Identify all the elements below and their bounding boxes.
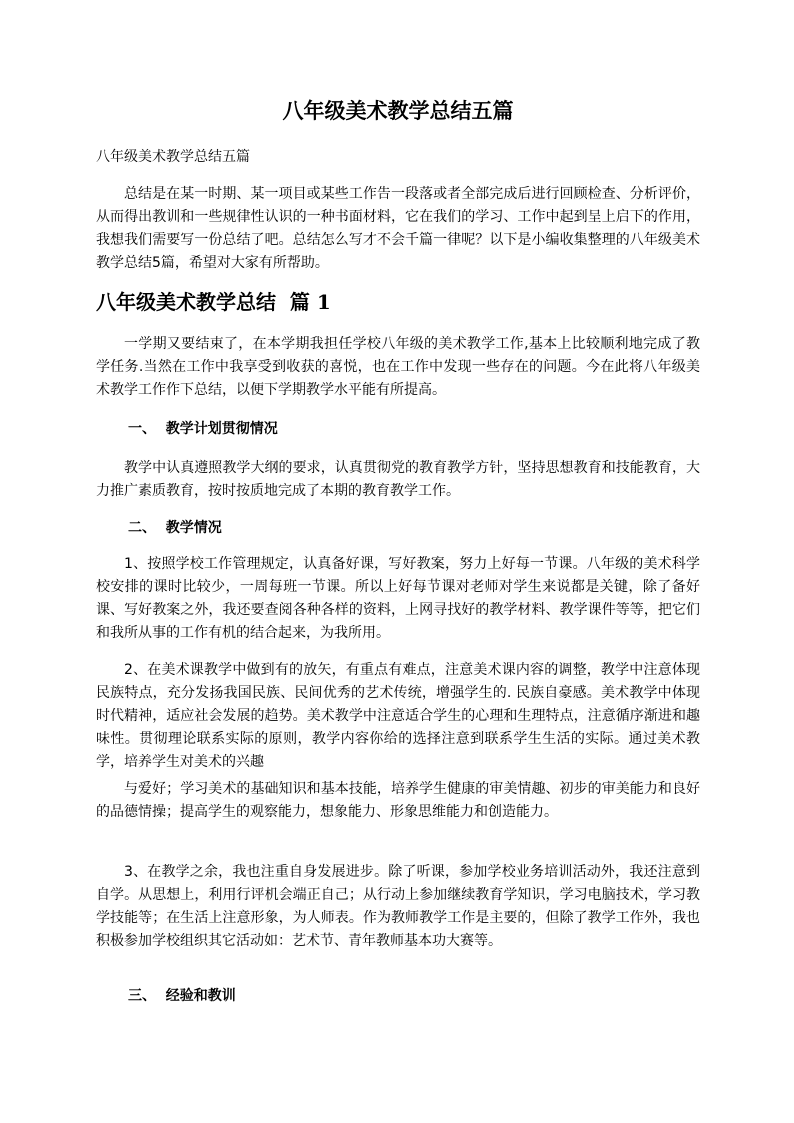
subheading-teaching: 二、 教学情况	[128, 520, 222, 536]
plan-paragraph: 教学中认真遵照教学大纲的要求，认真贯彻党的教育教学方针，坚持思想教育和技能教育，大力推广素质教育，按时按质地完成了本期的教育教学工作。	[96, 460, 700, 499]
intro-paragraph: 总结是在某一时期、某一项目或某些工作告一段落或者全部完成后进行回顾检查、分析评价，从而得出教训和一些规律性认识的一种书面材料，它在我们的学习、工作中起到呈上启下的作用，我想我们需要写一份总结了吧。总结怎么写才不会千篇一律呢？以下是小编收集整理的八年级美术教学总结5篇，希望对大家有所帮助。	[96, 186, 700, 271]
document-subtitle: 八年级美术教学总结五篇	[96, 149, 250, 165]
teaching-paragraph-4: 3、在教学之余，我也注重自身发展进步。除了听课，参加学校业务培训活动外，我还注意到自学。从思想上，利用行评机会端正自己；从行动上参加继续教育学知识，学习电脑技术，学习教学技能等；在生活上注意形象，为人师表。作为教师教学工作是主要的，但除了教学工作外，我也积极参加学校组织其它活动如：艺术节、青年教师基本功大赛等。	[96, 864, 700, 949]
section-intro-paragraph: 一学期又要结束了，在本学期我担任学校八年级的美术教学工作,基本上比较顺利地完成了教学任务.当然在工作中我享受到收获的喜悦，也在工作中发现一些存在的问题。今在此将八年级美术教学工作作下总结，以便下学期教学水平能有所提高。	[96, 336, 700, 398]
subheading-plan: 一、 教学计划贯彻情况	[128, 421, 278, 437]
teaching-paragraph-3: 与爱好；学习美术的基础知识和基本技能，培养学生健康的审美情趣、初步的审美能力和良好的品德情操；提高学生的观察能力，想象能力、形象思维能力和创造能力。	[96, 781, 700, 820]
subheading-experience: 三、 经验和教训	[128, 988, 236, 1004]
section-heading: 八年级美术教学总结 篇 1	[96, 290, 331, 314]
teaching-paragraph-1: 1、按照学校工作管理规定，认真备好课，写好教案，努力上好每一节课。八年级的美术科学校安排的课时比较少，一周每班一节课。所以上好每节课对老师对学生来说都是关键，除了备好课、写好教案之外，我还要查阅各种各样的资料，上网寻找好的教学材料、教学课件等等，把它们和我所从事的工作有机的结合起来，为我所用。	[96, 556, 700, 641]
document-title: 八年级美术教学总结五篇	[282, 98, 514, 123]
teaching-paragraph-2: 2、在美术课教学中做到有的放矢，有重点有难点，注意美术课内容的调整，教学中注意体现民族特点，充分发扬我国民族、民间优秀的艺术传统，增强学生的. 民族自豪感。美术教学中体现时代精神，适应社会发展的趋势。美术教学中注意适合学生的心理和生理特点，注意循序渐进和趣味性。贯彻理论联系实际的原则，教学内容你给的选择注意到联系学生生活的实际。通过美术教学，培养学生对美术的兴趣	[96, 662, 700, 770]
